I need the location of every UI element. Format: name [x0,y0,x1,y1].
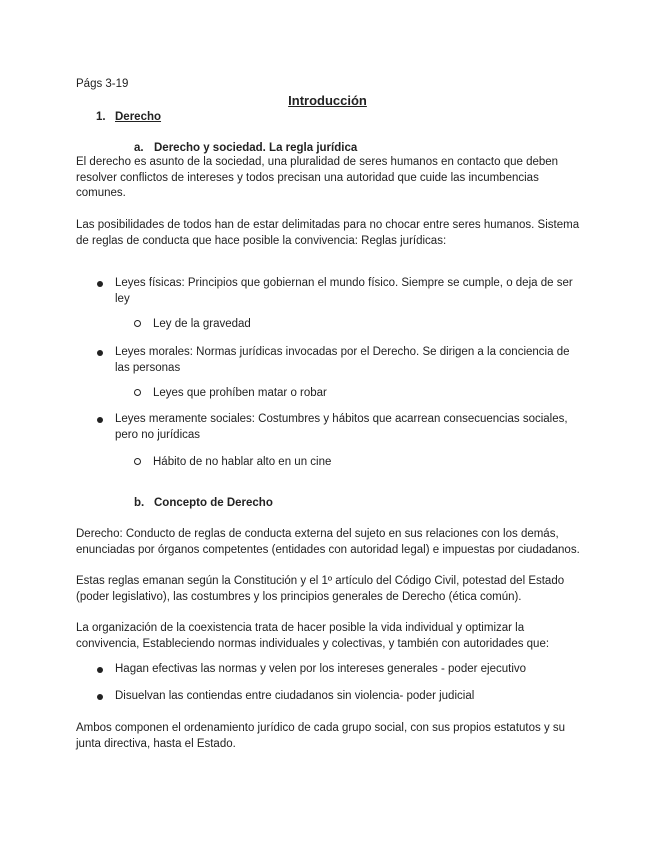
list-subitem-example: Hábito de no hablar alto en un cine [153,456,332,468]
list-item-law-social: Leyes meramente sociales: Costumbres y hábitos que acarrean consecuencias sociales, pero no jurídicas [115,413,568,441]
list-item-law-moral: Leyes morales: Normas jurídicas invocadas por el Derecho. Se dirigen a la conciencia de las personas [115,346,570,374]
paragraph-3: Derecho: Conducto de reglas de conducta externa del sujeto en sus relaciones con los demás, enunciadas por órganos competentes (entidades con autoridad legal) e impuestas por ciudadanos. [76,528,580,556]
subsection-letter-b: b. [134,497,145,509]
page-title: Introducción [288,93,367,108]
list-subitem-example: Ley de la gravedad [153,318,251,330]
circle-bullet-icon [134,320,141,327]
list-subitem-example: Leyes que prohíben matar o robar [153,387,327,399]
subsection-heading-a: Derecho y sociedad. La regla jurídica [154,142,358,154]
section-heading-derecho: Derecho [115,111,162,123]
bullet-icon [97,417,103,423]
list-item-law-physical: Leyes físicas: Principios que gobiernan el mundo físico. Siempre se cumple, o deja de ser ley [115,277,573,305]
paragraph-1: El derecho es asunto de la sociedad, una pluralidad de seres humanos en contacto que deben resolver conflictos de intereses y todos precisan una autoridad que cuide las incumbencias comunes. [76,156,559,199]
page-range: Págs 3-19 [76,78,129,90]
subsection-letter-a: a. [134,142,144,154]
section-number: 1. [96,111,106,123]
bullet-icon [97,694,103,700]
paragraph-5: La organización de la coexistencia trata de hacer posible la vida individual y optimizar la convivencia, Estableciendo normas individuales y colectivas, y también con autoridades que: [76,622,550,650]
bullet-icon [97,667,103,673]
paragraph-2: Las posibilidades de todos han de estar delimitadas para no chocar entre seres humanos. Sistema de reglas de conducta que hace posible la convivencia: Reglas jurídicas: [76,219,580,247]
list-item-executive: Hagan efectivas las normas y velen por los intereses generales - poder ejecutivo [115,663,527,675]
bullet-icon [97,281,103,287]
paragraph-4: Estas reglas emanan según la Constitución y el 1º artículo del Código Civil, potestad del Estado (poder legislativo), las costumbres y los principios generales de Derecho (ética común). [76,575,565,603]
paragraph-6: Ambos componen el ordenamiento jurídico de cada grupo social, con sus propios estatutos y su junta directiva, hasta el Estado. [76,722,566,750]
circle-bullet-icon [134,458,141,465]
list-item-judicial: Disuelvan las contiendas entre ciudadanos sin violencia- poder judicial [115,690,475,702]
subsection-heading-b: Concepto de Derecho [154,497,273,509]
circle-bullet-icon [134,389,141,396]
bullet-icon [97,350,103,356]
